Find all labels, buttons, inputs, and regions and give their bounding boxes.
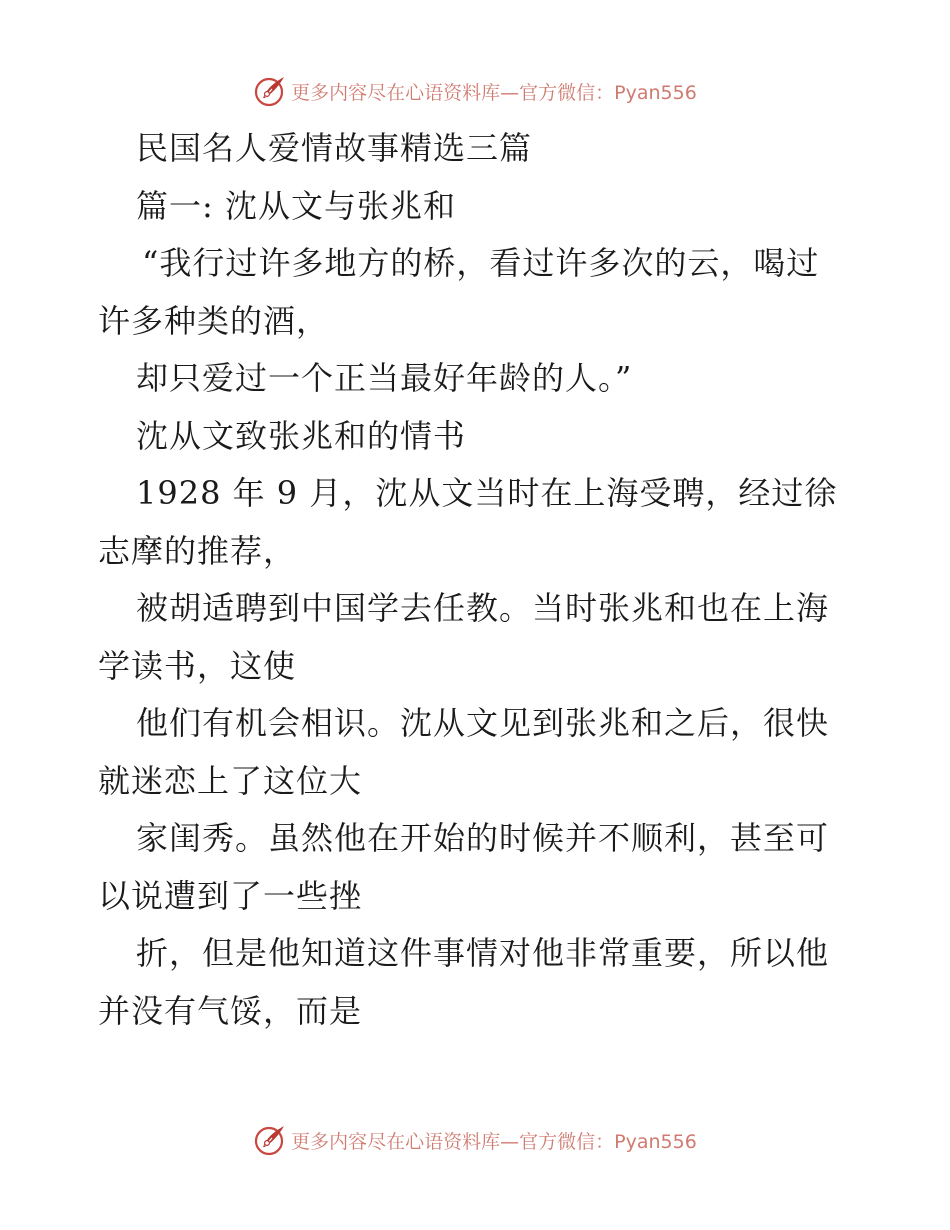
- paragraph-line: “我行过许多地方的桥，看过许多次的云，喝过: [142, 244, 820, 282]
- footer-banner: [0, 1120, 950, 1160]
- paragraph-line: 他们有机会相识。沈从文见到张兆和之后，很快: [136, 704, 830, 742]
- feather-pen-logo-icon: [253, 74, 287, 108]
- paragraph-line: 以说遭到了一些挫: [98, 876, 363, 915]
- paragraph-line: 家闺秀。虽然他在开始的时候并不顺利，甚至可: [136, 819, 830, 857]
- paragraph-line: 沈从文致张兆和的情书: [136, 416, 467, 455]
- section-heading: 篇一: 沈从文与张兆和: [136, 186, 456, 225]
- header-brand-text: 更多内容尽在心语资料库—官方微信：Pyan556: [291, 81, 697, 104]
- paragraph-line: 许多种类的酒，: [98, 301, 330, 340]
- document-title: 民国名人爱情故事精选三篇: [136, 129, 533, 167]
- paragraph-line: 并没有气馁，而是: [98, 991, 363, 1030]
- paragraph-line: 就迷恋上了这位大: [98, 761, 363, 800]
- paragraph-line: 却只爱过一个正当最好年龄的人。”: [136, 359, 633, 397]
- paragraph-line: 学读书，这使: [98, 646, 297, 685]
- header-banner: [0, 71, 950, 111]
- paragraph-line: 1928 年 9 月，沈从文当时在上海受聘，经过徐: [136, 474, 838, 512]
- document-body: [98, 120, 858, 1040]
- paragraph-line: 志摩的推荐，: [98, 531, 297, 570]
- paragraph-line: 折，但是他知道这件事情对他非常重要，所以他: [136, 934, 830, 972]
- footer-brand-text: 更多内容尽在心语资料库—官方微信：Pyan556: [291, 1130, 697, 1153]
- paragraph-line: 被胡适聘到中国学去任教。当时张兆和也在上海: [136, 589, 830, 627]
- feather-pen-logo-icon: [253, 1123, 287, 1157]
